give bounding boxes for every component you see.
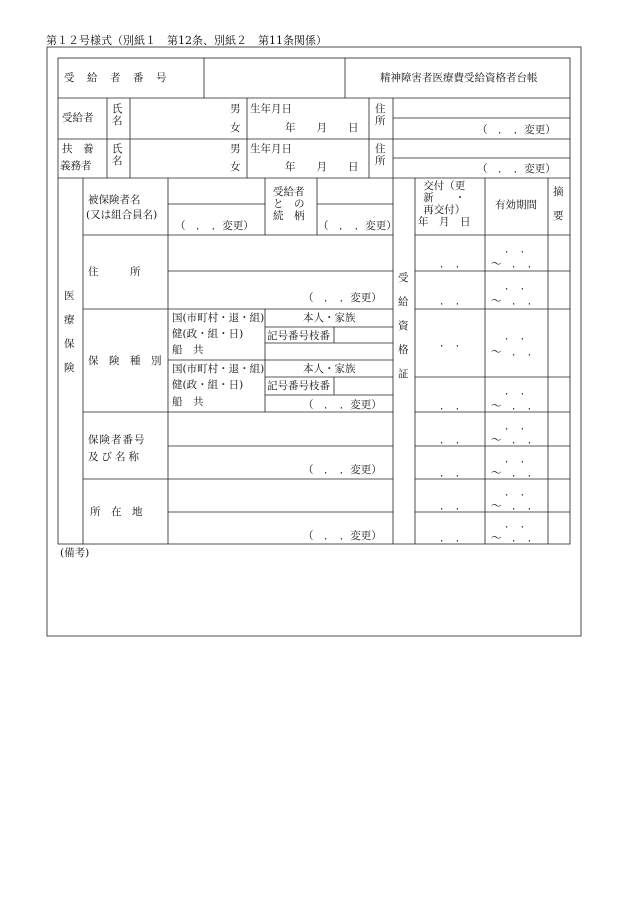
guardian-address-label: 住 所	[375, 143, 386, 167]
guardian-birth-label: 生年月日	[250, 143, 292, 155]
guardian-address-change: （ ． ．変更）	[477, 163, 556, 175]
guardian-birth-ymd: 年 月 日	[285, 161, 359, 173]
issue-date-row-2: ． ．	[440, 295, 467, 307]
issue-date-row-8: ． ．	[440, 532, 467, 544]
issue-date-row-4: ． ．	[440, 400, 467, 412]
remarks-header: 摘 要	[553, 186, 564, 222]
relation-label: 受給者 と の 続 柄	[273, 186, 305, 222]
recipient-birth-ymd: 年 月 日	[285, 122, 359, 134]
insurance-type-label: 保 険 種 別	[88, 355, 162, 367]
insurance-type-option-1b: 国(市町村・退・組)	[172, 363, 265, 375]
person-family-label: 本人・家族	[303, 312, 356, 324]
issue-date-row-1: ． ．	[440, 258, 467, 270]
notes-label: (備考)	[60, 547, 90, 559]
issue-date-row-5: ． ．	[440, 434, 467, 446]
recipient-address-label: 住 所	[375, 103, 386, 127]
period-end-row-3: ～ ． ．	[491, 346, 539, 358]
insured-label-2: (又は組合員名)	[86, 209, 158, 221]
insurance-type-change: （ ． ．変更）	[303, 399, 382, 411]
insurer-change: （ ． ．変更）	[303, 464, 382, 476]
insurance-type-option-1: 国(市町村・退・組)	[172, 312, 265, 324]
period-start-row-3: ． ．	[505, 330, 532, 342]
guardian-male: 男	[230, 143, 241, 155]
insurer-label-2: 及び名称	[88, 451, 142, 463]
recipient-number-label: 受 給 者 番 号	[64, 72, 168, 84]
insurance-type-option-2: 健(政・組・日)	[172, 328, 244, 340]
guardian-name-label: 氏 名	[112, 143, 123, 167]
recipient-male: 男	[230, 103, 241, 115]
recipient-label: 受給者	[62, 112, 94, 124]
insurance-type-option-2b: 健(政・組・日)	[172, 379, 244, 391]
recipient-name-label: 氏 名	[112, 103, 123, 127]
guardian-female: 女	[230, 161, 241, 173]
form-title: 精神障害者医療費受給資格者台帳	[380, 72, 538, 84]
period-end-row-4: ～ ． ．	[491, 400, 539, 412]
symbol-number-label: 記号番号枝番	[267, 330, 330, 342]
period-end-row-6: ～ ． ．	[491, 467, 539, 479]
location-change: （ ． ．変更）	[303, 530, 382, 542]
issue-date-row-7: ． ．	[440, 500, 467, 512]
location-label: 所 在 地	[90, 506, 143, 518]
period-start-row-4: ． ．	[505, 385, 532, 397]
person-family-label-b: 本人・家族	[303, 363, 356, 375]
insurance-type-option-3: 船 共	[172, 344, 204, 356]
period-start-row-1: ． ．	[505, 243, 532, 255]
period-end-row-5: ～ ． ．	[491, 434, 539, 446]
issue-date-row-3: ． ．	[440, 337, 467, 349]
period-start-row-6: ． ．	[505, 453, 532, 465]
guardian-label-2: 義務者	[60, 160, 92, 172]
certificate-label: 受 給 資 格 証	[398, 272, 409, 380]
period-end-row-2: ～ ． ．	[491, 295, 539, 307]
issue-date-header: 交付（更 新 ・ 再交付） 年 月 日	[418, 180, 471, 228]
form-number-header: 第１２号様式（別紙１ 第12条、別紙２ 第11条関係）	[46, 34, 327, 47]
address-change: （ ． ．変更）	[303, 292, 382, 304]
issue-date-row-6: ． ．	[440, 467, 467, 479]
period-end-row-7: ～ ． ．	[491, 500, 539, 512]
address-label: 住 所	[88, 266, 141, 278]
period-end-row-8: ～ ． ．	[491, 532, 539, 544]
period-start-row-8: ． ．	[505, 518, 532, 530]
period-end-row-1: ～ ． ．	[491, 258, 539, 270]
medical-insurance-label: 医 療 保 険	[64, 290, 75, 374]
symbol-number-label-b: 記号番号枝番	[267, 380, 330, 392]
recipient-female: 女	[230, 122, 241, 134]
period-start-row-7: ． ．	[505, 486, 532, 498]
recipient-birth-label: 生年月日	[250, 103, 292, 115]
period-start-row-2: ． ．	[505, 280, 532, 292]
insurance-type-option-3b: 船 共	[172, 396, 204, 408]
recipient-address-change: （ ． ．変更）	[477, 124, 556, 136]
relation-change: （ ． ．変更）	[318, 220, 397, 232]
insurer-label-1: 保険者番号	[88, 434, 146, 446]
insured-label-1: 被保険者名	[88, 194, 141, 206]
period-start-row-5: ． ．	[505, 420, 532, 432]
guardian-label-1: 扶 養	[62, 143, 94, 155]
validity-header: 有効期間	[495, 199, 537, 211]
insured-change: （ ． ．変更）	[175, 220, 254, 232]
